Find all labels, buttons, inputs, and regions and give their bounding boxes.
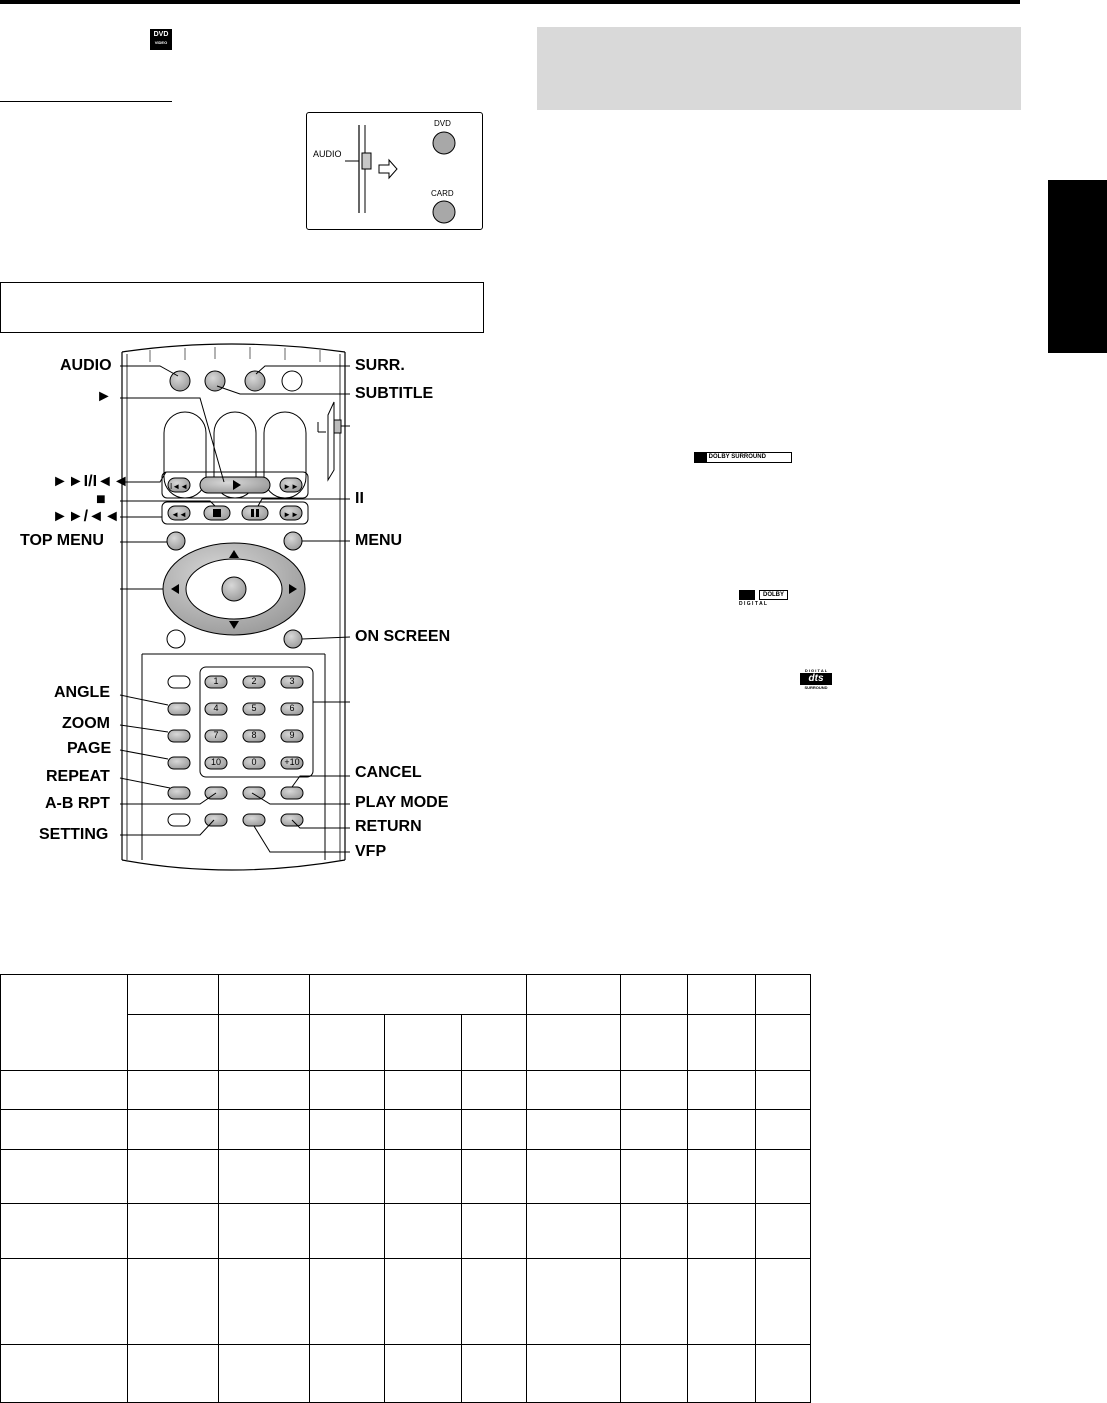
table-cell [621, 1345, 688, 1403]
table-cell [527, 1071, 621, 1110]
label-on-screen: ON SCREEN [355, 628, 451, 645]
table-cell [688, 1345, 756, 1403]
table-cell [688, 1259, 756, 1345]
table-cell [688, 1015, 756, 1071]
dolby-mark-icon [695, 453, 707, 462]
table-cell [621, 1204, 688, 1259]
table-cell [219, 1015, 310, 1071]
dts-bottom-text: SURROUND [804, 685, 828, 690]
inset-audio-label: AUDIO [313, 149, 342, 159]
table-cell [310, 975, 527, 1015]
table-cell [128, 1015, 219, 1071]
inset-card-label: CARD [431, 189, 454, 198]
table-cell [385, 1204, 462, 1259]
table-cell [1, 1150, 128, 1204]
table-cell [621, 1259, 688, 1345]
dolby-digital-bottom-text: D I G I T A L [739, 601, 767, 607]
table-cell [310, 1071, 385, 1110]
label-pause: II [355, 490, 364, 507]
dolby-surround-text: DOLBY SURROUND [708, 454, 766, 460]
label-surr: SURR. [355, 357, 405, 374]
table-row [1, 1110, 811, 1150]
table-cell [688, 1110, 756, 1150]
label-subtitle: SUBTITLE [355, 385, 434, 402]
table-cell [310, 1345, 385, 1403]
dts-logo [800, 669, 832, 691]
table-cell [128, 1204, 219, 1259]
gray-title-box [537, 27, 1021, 110]
table-row [1, 1259, 811, 1345]
label-cancel: CANCEL [355, 764, 422, 781]
label-play-mode: PLAY MODE [355, 794, 449, 811]
table-cell [128, 1071, 219, 1110]
table-cell [756, 1345, 811, 1403]
dvd-badge-main: DVD [153, 31, 169, 38]
table-row [1, 1204, 811, 1259]
table-cell [527, 1150, 621, 1204]
numpad-key[interactable]: 9 [289, 730, 295, 740]
table-cell [385, 1150, 462, 1204]
table-cell [621, 1015, 688, 1071]
table-cell [756, 1150, 811, 1204]
table-cell [1, 1204, 128, 1259]
label-audio: AUDIO [60, 357, 112, 374]
table-cell [756, 1204, 811, 1259]
table-cell [310, 1015, 385, 1071]
numpad-key[interactable]: 1 [213, 676, 219, 686]
table-cell [756, 975, 811, 1015]
table-cell [621, 1071, 688, 1110]
numpad-key[interactable]: +10 [284, 757, 300, 767]
table-cell [1, 975, 128, 1071]
label-return: RETURN [355, 818, 422, 835]
numpad-key[interactable]: 7 [213, 730, 219, 740]
table-cell [756, 1071, 811, 1110]
table-row [1, 1071, 811, 1110]
table-cell [527, 1204, 621, 1259]
label-top-menu: TOP MENU [20, 532, 104, 549]
dolby-digital-logo [739, 590, 795, 607]
svg-text:◄◄: ◄◄ [171, 510, 187, 519]
table-cell [527, 1015, 621, 1071]
label-stop: ■ [96, 491, 106, 508]
numpad-key[interactable]: 3 [289, 676, 295, 686]
table-cell [219, 1204, 310, 1259]
label-repeat: REPEAT [46, 768, 110, 785]
inset-dvd-label: DVD [434, 119, 451, 128]
svg-text:►►: ►► [283, 482, 299, 491]
table-cell [385, 1071, 462, 1110]
table-cell [1, 1110, 128, 1150]
table-cell [385, 1259, 462, 1345]
top-rule [0, 0, 1020, 4]
table-cell [219, 1150, 310, 1204]
table-cell [756, 1015, 811, 1071]
label-vfp: VFP [355, 843, 387, 860]
dts-top-text: D I G I T A L [804, 668, 828, 673]
table-cell [462, 1259, 527, 1345]
table-cell [688, 1204, 756, 1259]
table-cell [310, 1150, 385, 1204]
table-cell [219, 1110, 310, 1150]
dolby-digital-top-text: DOLBY [759, 590, 788, 600]
table-cell [1, 1071, 128, 1110]
numpad-key[interactable]: 8 [251, 730, 257, 740]
table-cell [621, 975, 688, 1015]
table-cell [1, 1259, 128, 1345]
table-cell [219, 1345, 310, 1403]
table-row [1, 1150, 811, 1204]
label-search: ►►/◄◄ [52, 508, 120, 525]
table-cell [756, 1110, 811, 1150]
dolby-surround-logo [694, 452, 792, 463]
label-page: PAGE [67, 740, 112, 757]
mode-switch-inset [306, 112, 483, 230]
table-cell [688, 1071, 756, 1110]
table-cell [527, 1345, 621, 1403]
table-cell [527, 975, 621, 1015]
table-cell [128, 1150, 219, 1204]
section-underline [0, 101, 172, 102]
label-menu: MENU [355, 532, 403, 549]
table-cell [128, 975, 219, 1015]
label-ab-rpt: A-B RPT [45, 795, 110, 812]
label-angle: ANGLE [54, 684, 110, 701]
table-cell [310, 1110, 385, 1150]
table-cell [128, 1110, 219, 1150]
table-cell [385, 1345, 462, 1403]
table-header-row [1, 975, 811, 1015]
table-cell [462, 1204, 527, 1259]
table-cell [462, 1015, 527, 1071]
table-cell [688, 975, 756, 1015]
outline-note-box [0, 282, 484, 333]
table-cell [756, 1259, 811, 1345]
table-cell [310, 1259, 385, 1345]
svg-text:I◄◄: I◄◄ [169, 482, 189, 491]
numpad-key[interactable]: 4 [213, 703, 219, 713]
svg-text:►►: ►► [283, 510, 299, 519]
numpad-key[interactable]: 6 [289, 703, 295, 713]
feature-table [0, 974, 811, 1403]
table-cell [462, 1150, 527, 1204]
table-cell [128, 1345, 219, 1403]
table-cell [1, 1345, 128, 1403]
mode-switch-illustration [307, 113, 484, 231]
table-cell [219, 975, 310, 1015]
table-cell [219, 1259, 310, 1345]
label-setting: SETTING [39, 826, 109, 843]
table-cell [310, 1204, 385, 1259]
table-cell [219, 1071, 310, 1110]
label-skip: ►►I/I◄◄ [52, 473, 129, 490]
table-cell [688, 1150, 756, 1204]
dolby-digital-mark-icon [739, 590, 755, 600]
numeric-keypad [200, 676, 320, 786]
dvd-badge-sub: VIDEO [154, 40, 168, 45]
dvd-video-badge [150, 29, 172, 50]
table-row [1, 1345, 811, 1403]
label-play: ► [96, 388, 112, 405]
table-cell [527, 1110, 621, 1150]
table-cell [385, 1110, 462, 1150]
language-side-tab [1048, 180, 1107, 353]
numpad-key[interactable]: 10 [210, 757, 221, 767]
table-cell [462, 1110, 527, 1150]
numpad-key[interactable]: 5 [251, 703, 257, 713]
table-cell [385, 1015, 462, 1071]
table-cell [462, 1345, 527, 1403]
label-zoom: ZOOM [62, 715, 110, 732]
table-cell [128, 1259, 219, 1345]
numpad-key[interactable]: 2 [251, 676, 257, 686]
numpad-key[interactable]: 0 [251, 757, 257, 767]
table-cell [527, 1259, 621, 1345]
table-cell [621, 1110, 688, 1150]
dts-mid-text: dts [800, 673, 832, 685]
table-cell [621, 1150, 688, 1204]
table-cell [462, 1071, 527, 1110]
